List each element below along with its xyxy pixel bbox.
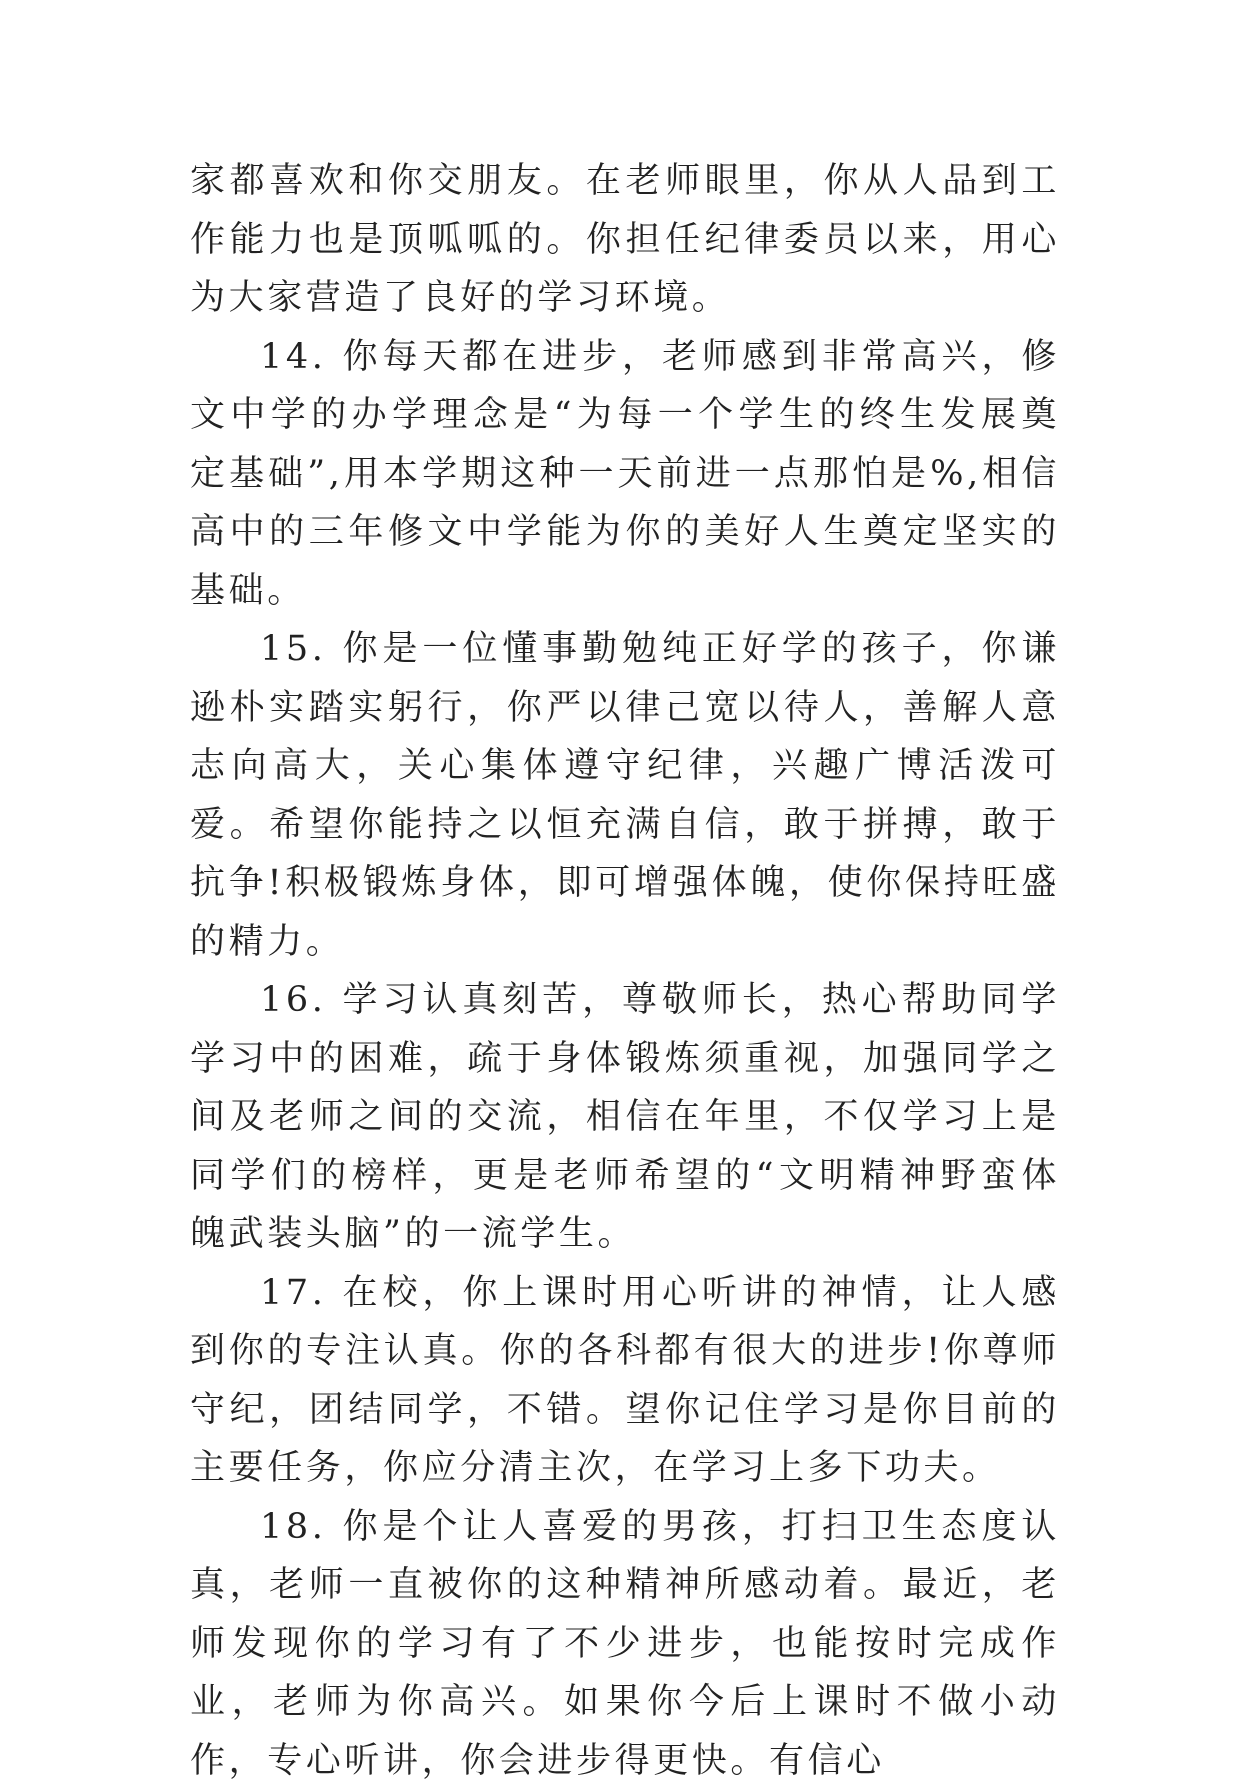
paragraph-15: 15. 你是一位懂事勤勉纯正好学的孩子，你谦逊朴实踏实躬行，你严以律己宽以待人，善解人意志向高大，关心集体遵守纪律，兴趣广博活泼可爱。希望你能持之以恒充满自信，敢于拼搏，敢于抗争!积极锻炼身体，即可增强体魄，使你保持旺盛的精力。: [190, 620, 1060, 971]
paragraph-continued: 家都喜欢和你交朋友。在老师眼里，你从人品到工作能力也是顶呱呱的。你担任纪律委员以来，用心为大家营造了良好的学习环境。: [190, 152, 1060, 328]
paragraph-14: 14. 你每天都在进步，老师感到非常高兴，修文中学的办学理念是“为每一个学生的终生发展奠定基础”,用本学期这种一天前进一点那怕是%,相信高中的三年修文中学能为你的美好人生奠定坚实的基础。: [190, 328, 1060, 621]
paragraph-16: 16. 学习认真刻苦，尊敬师长，热心帮助同学学习中的困难，疏于身体锻炼须重视，加强同学之间及老师之间的交流，相信在年里，不仅学习上是同学们的榜样，更是老师希望的“文明精神野蛮体魄武装头脑”的一流学生。: [190, 971, 1060, 1264]
paragraph-18: 18. 你是个让人喜爱的男孩，打扫卫生态度认真，老师一直被你的这种精神所感动着。最近，老师发现你的学习有了不少进步，也能按时完成作业，老师为你高兴。如果你今后上课时不做小动作，专心听讲，你会进步得更快。有信心: [190, 1498, 1060, 1790]
document-body: [190, 152, 1060, 1790]
paragraph-17: 17. 在校，你上课时用心听讲的神情，让人感到你的专注认真。你的各科都有很大的进步!你尊师守纪，团结同学，不错。望你记住学习是你目前的主要任务，你应分清主次，在学习上多下功夫。: [190, 1264, 1060, 1498]
